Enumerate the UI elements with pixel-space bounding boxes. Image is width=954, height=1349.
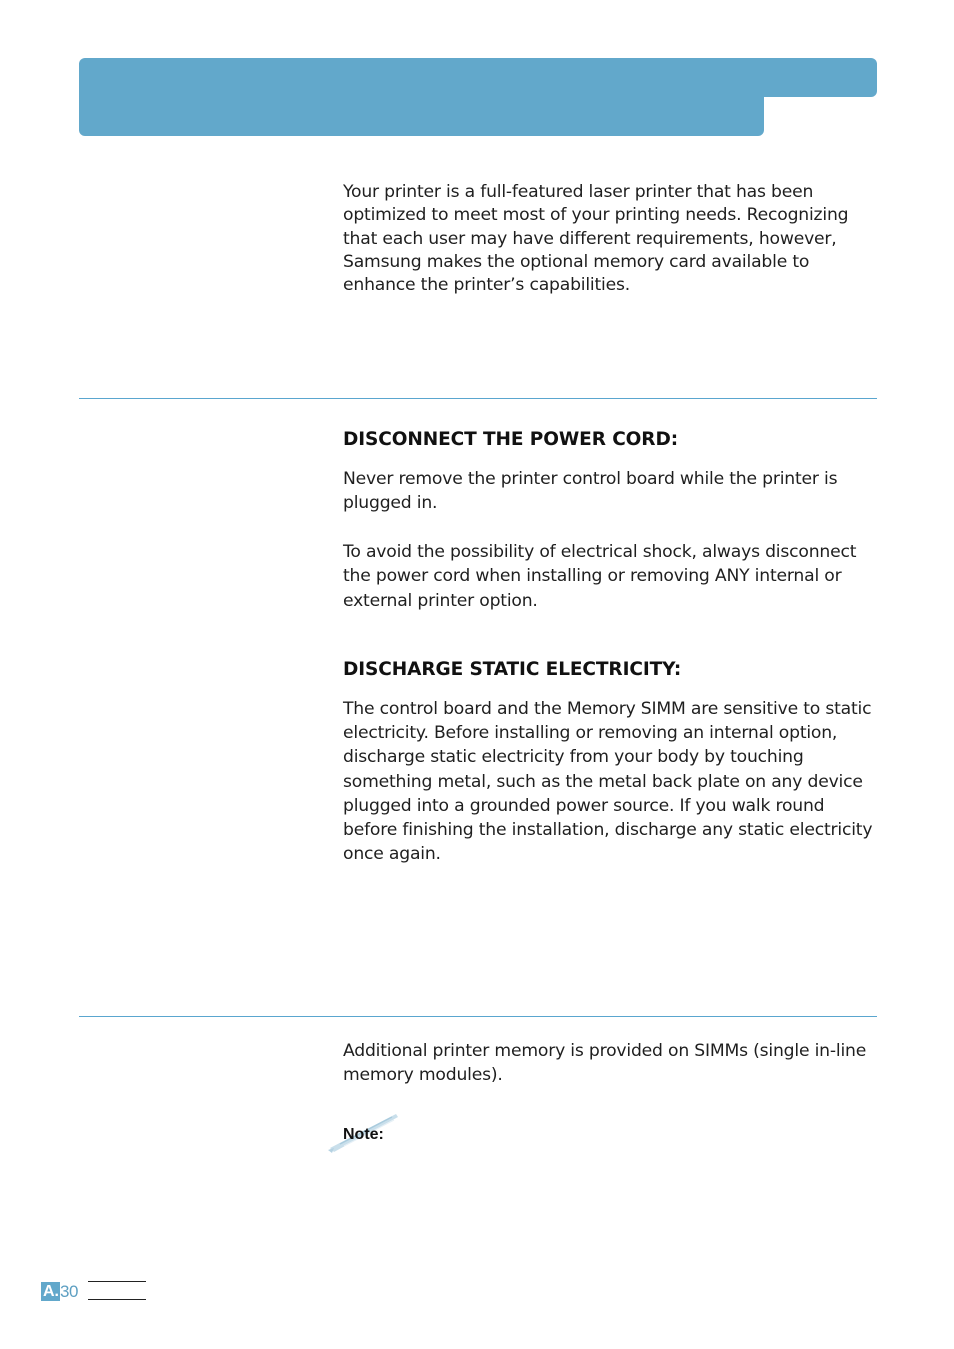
intro-paragraph — [343, 181, 883, 297]
text-line: memory modules). — [343, 1065, 503, 1086]
static-electricity-paragraph — [343, 697, 883, 866]
power-cord-heading: DISCONNECT THE POWER CORD: — [343, 429, 679, 450]
text-line: external printer option. — [343, 590, 538, 611]
page-section-letter: A. — [43, 1283, 59, 1300]
intro-line: enhance the printer’s capabilities. — [343, 275, 631, 296]
text-line: the power cord when installing or removing ANY internal or — [343, 566, 842, 587]
text-line: something metal, such as the metal back plate on any device — [343, 771, 863, 792]
text-line: The control board and the Memory SIMM are sensitive to static — [343, 699, 872, 719]
text-line: discharge static electricity from your body by touching — [343, 747, 804, 768]
section-divider — [79, 398, 877, 399]
intro-line: Samsung makes the optional memory card available to — [343, 251, 810, 272]
text-line: To avoid the possibility of electrical shock, always disconnect — [343, 542, 857, 562]
text-line: electricity. Before installing or removing an internal option, — [343, 723, 838, 744]
footer-rule — [88, 1299, 146, 1300]
text-line: Never remove the printer control board while the printer is — [343, 469, 838, 489]
power-cord-paragraph-1 — [343, 467, 883, 516]
intro-line: optimized to meet most of your printing needs. Recognizing — [343, 205, 849, 226]
header-banner-tab — [760, 58, 877, 97]
power-cord-paragraph-2 — [343, 540, 883, 613]
header-banner — [79, 58, 764, 136]
text-line: before finishing the installation, discharge any static electricity — [343, 820, 873, 841]
page-number-digits: 30 — [60, 1282, 78, 1301]
text-line: plugged in. — [343, 493, 438, 514]
memory-paragraph — [343, 1039, 883, 1087]
intro-line: Your printer is a full-featured laser printer that has been — [343, 182, 814, 202]
text-line: once again. — [343, 844, 441, 865]
note-label: Note: — [343, 1126, 384, 1143]
section-divider — [79, 1016, 877, 1017]
static-electricity-heading: DISCHARGE STATIC ELECTRICITY: — [343, 659, 682, 680]
text-line: plugged into a grounded power source. If you walk round — [343, 795, 825, 816]
text-line: Additional printer memory is provided on SIMMs (single in-line — [343, 1041, 867, 1061]
footer-rule — [88, 1281, 146, 1282]
intro-line: that each user may have different requirements, however, — [343, 228, 837, 249]
page-number — [41, 1281, 78, 1301]
